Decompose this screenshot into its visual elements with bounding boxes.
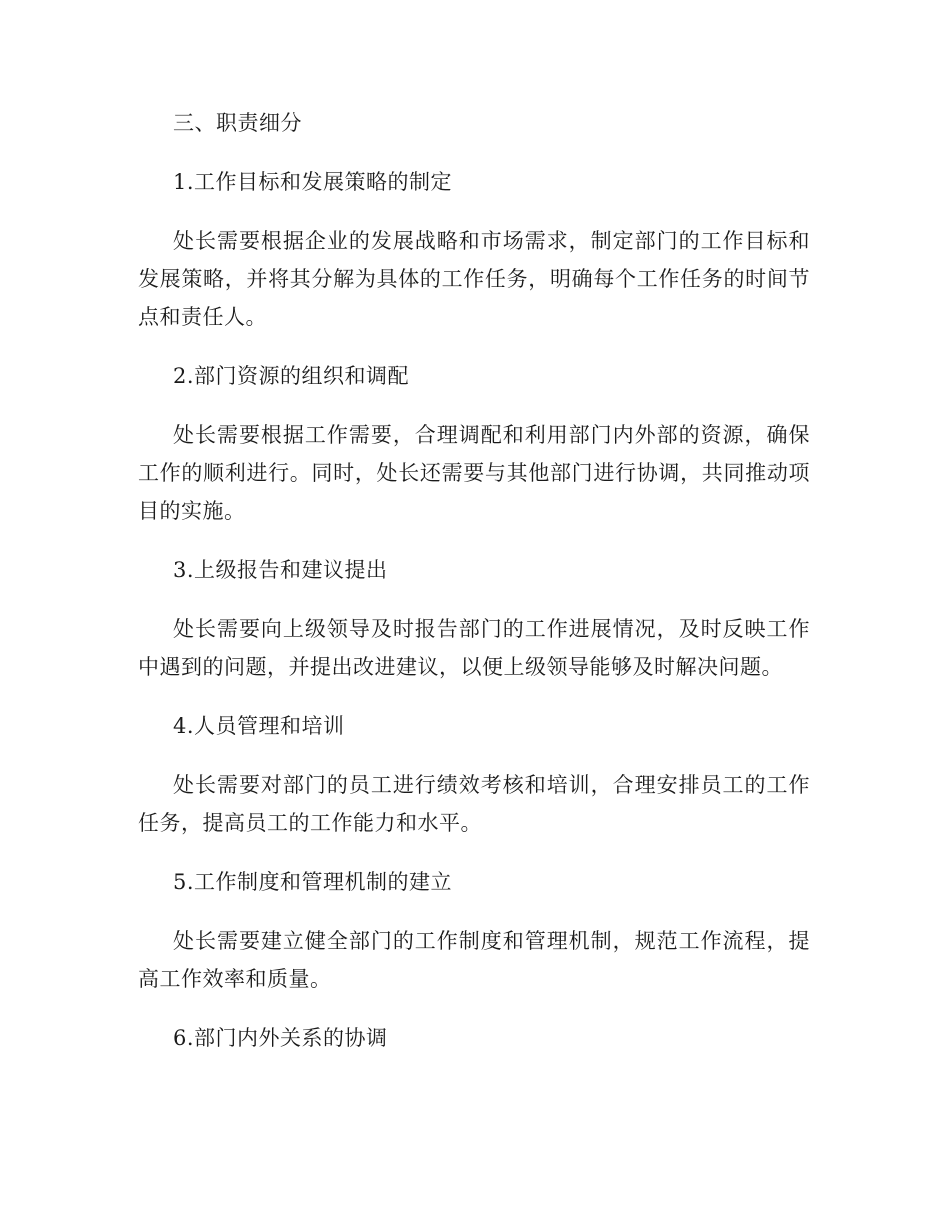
item-heading-4: 4.人员管理和培训	[173, 714, 345, 738]
item-body-4: 处长需要对部门的员工进行绩效考核和培训，合理安排员工的工作任务，提高员工的工作能力和水平。	[138, 773, 810, 835]
item-heading-1: 1.工作目标和发展策略的制定	[173, 170, 453, 194]
item-body-1: 处长需要根据企业的发展战略和市场需求，制定部门的工作目标和发展策略，并将其分解为具体的工作任务，明确每个工作任务的时间节点和责任人。	[138, 229, 810, 329]
item-heading-2: 2.部门资源的组织和调配	[173, 364, 410, 388]
document-body	[138, 104, 810, 1078]
item-heading-6: 6.部门内外关系的协调	[173, 1026, 388, 1050]
item-body-3: 处长需要向上级领导及时报告部门的工作进展情况，及时反映工作中遇到的问题，并提出改进建议，以便上级领导能够及时解决问题。	[138, 617, 810, 679]
item-heading-5: 5.工作制度和管理机制的建立	[173, 870, 453, 894]
item-body-2: 处长需要根据工作需要，合理调配和利用部门内外部的资源，确保工作的顺利进行。同时，处长还需要与其他部门进行协调，共同推动项目的实施。	[138, 423, 810, 523]
section-title: 三、职责细分	[173, 111, 302, 135]
item-body-5: 处长需要建立健全部门的工作制度和管理机制，规范工作流程，提高工作效率和质量。	[138, 929, 810, 991]
item-heading-3: 3.上级报告和建议提出	[173, 558, 388, 582]
